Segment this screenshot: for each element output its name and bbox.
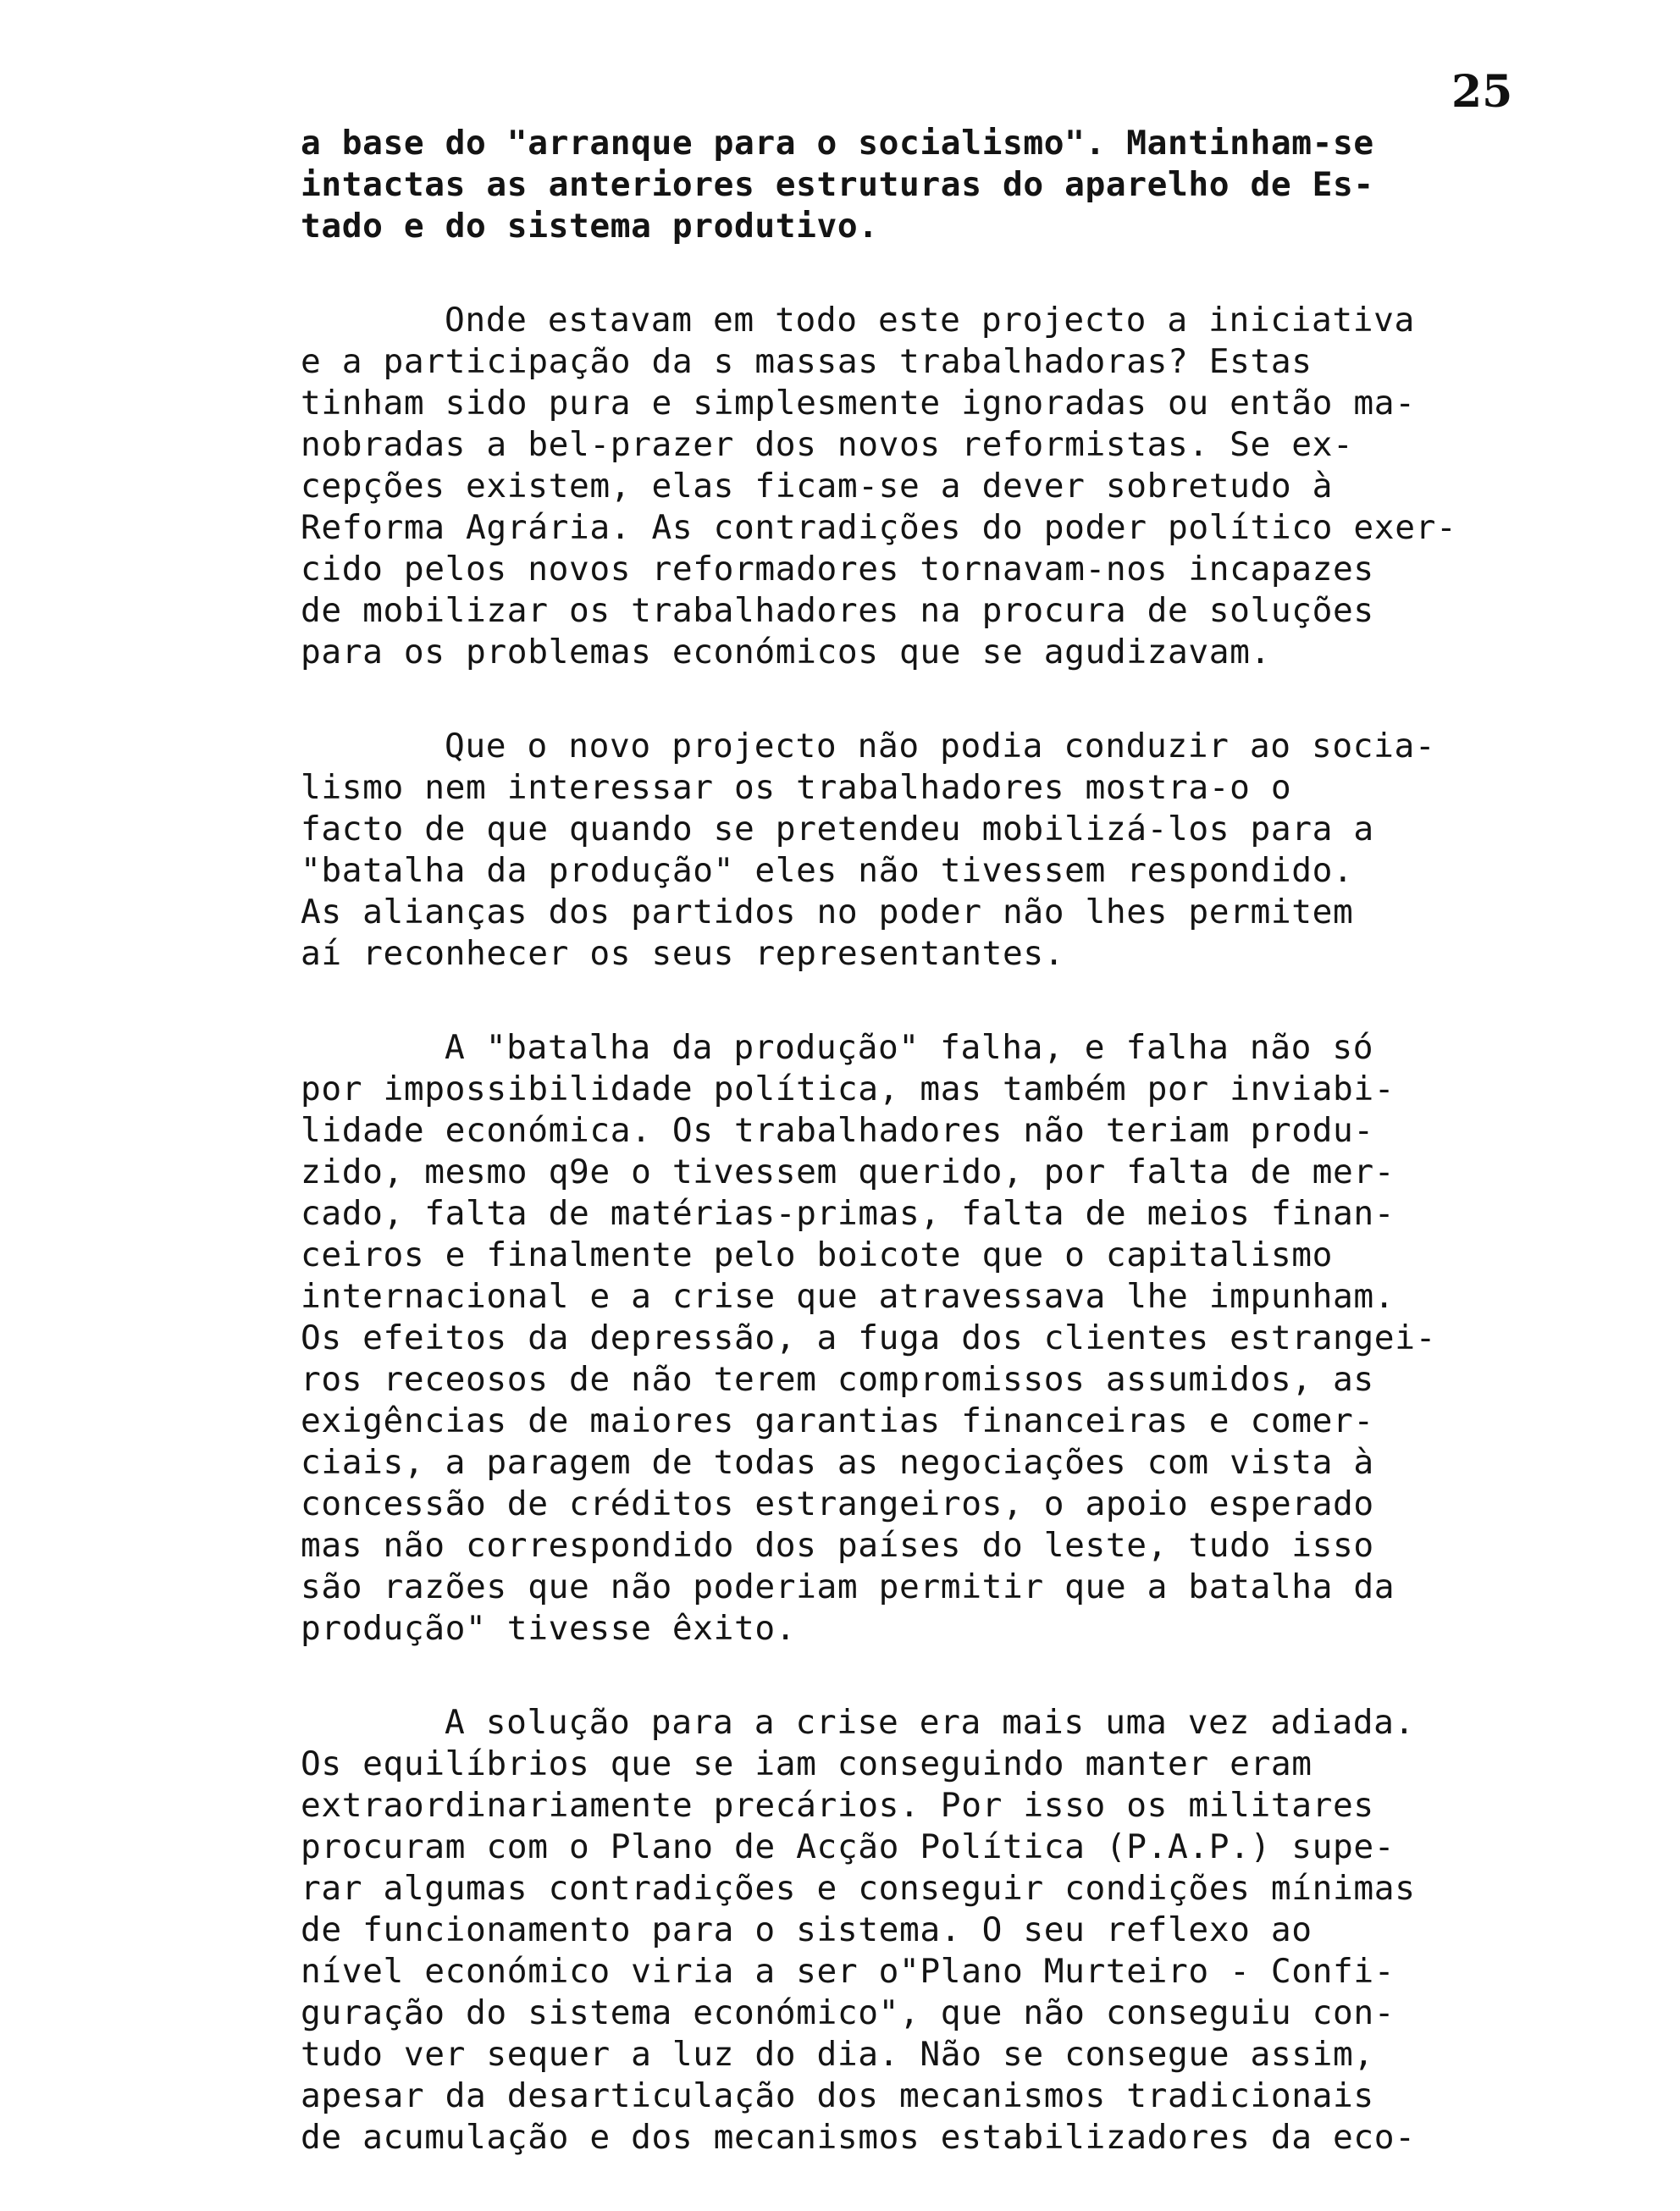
text-line: Os equilíbrios que se iam conseguindo manter eram <box>301 1744 1312 1783</box>
text-line: Onde estavam em todo este projecto a iniciativa <box>445 301 1415 340</box>
text-line: de acumulação e dos mecanismos estabilizadores da eco- <box>301 2118 1416 2157</box>
text-line: de mobilizar os trabalhadores na procura de soluções <box>301 591 1374 630</box>
text-line: lidade económica. Os trabalhadores não teriam produ- <box>301 1111 1374 1150</box>
paragraph-1 <box>301 123 1622 247</box>
text-line: zido, mesmo q9e o tivessem querido, por falta de mer- <box>301 1152 1395 1191</box>
text-line: intactas as anteriores estruturas do aparelho de Es- <box>301 165 1374 204</box>
body-text <box>301 123 1622 2211</box>
text-line: nível económico viria a ser o"Plano Murteiro - Confi- <box>301 1952 1395 1991</box>
text-line: As alianças dos partidos no poder não lhes permitem <box>301 893 1354 931</box>
text-line: nobradas a bel-prazer dos novos reformistas. Se ex- <box>301 425 1354 464</box>
text-line: lismo nem interessar os trabalhadores mostra-o o <box>301 768 1292 807</box>
text-line: cado, falta de matérias-primas, falta de meios finan- <box>301 1194 1395 1233</box>
text-line: A solução para a crise era mais uma vez adiada. <box>445 1703 1415 1742</box>
text-line: a base do "arranque para o socialismo". Mantinham-se <box>301 124 1374 163</box>
page-number: 25 <box>1451 66 1513 118</box>
text-line: internacional e a crise que atravessava lhe impunham. <box>301 1277 1395 1316</box>
text-line: ros receosos de não terem compromissos assumidos, as <box>301 1360 1374 1399</box>
text-line: guração do sistema económico", que não conseguiu con- <box>301 1993 1395 2032</box>
paragraph-3 <box>301 726 1622 975</box>
text-line: Reforma Agrária. As contradições do poder político exer- <box>301 508 1457 547</box>
text-line: exigências de maiores garantias financeiras e comer- <box>301 1401 1374 1440</box>
text-line: facto de que quando se pretendeu mobilizá-los para a <box>301 810 1374 848</box>
text-line: concessão de créditos estrangeiros, o apoio esperado <box>301 1484 1374 1523</box>
text-line: e a participação da s massas trabalhadoras? Estas <box>301 342 1312 381</box>
text-line: tinham sido pura e simplesmente ignoradas ou então ma- <box>301 384 1416 423</box>
text-line: tudo ver sequer a luz do dia. Não se consegue assim, <box>301 2035 1374 2074</box>
text-line: ciais, a paragem de todas as negociações com vista à <box>301 1443 1374 1482</box>
text-line: "batalha da produção" eles não tivessem respondido. <box>301 851 1354 890</box>
text-line: mas não correspondido dos países do leste, tudo isso <box>301 1526 1374 1565</box>
text-line: para os problemas económicos que se agudizavam. <box>301 633 1271 672</box>
text-line: rar algumas contradições e conseguir condições mínimas <box>301 1869 1416 1908</box>
text-line: ceiros e finalmente pelo boicote que o capitalismo <box>301 1235 1334 1274</box>
text-line: por impossibilidade política, mas também por inviabi- <box>301 1070 1395 1108</box>
text-line: aí reconhecer os seus representantes. <box>301 934 1065 973</box>
text-line: cido pelos novos reformadores tornavam-nos incapazes <box>301 550 1374 589</box>
text-line: procuram com o Plano de Acção Política (P.A.P.) supe- <box>301 1827 1395 1866</box>
text-line: produção" tivesse êxito. <box>301 1609 797 1648</box>
text-line: Que o novo projecto não podia conduzir ao socia- <box>445 727 1436 766</box>
text-line: Os efeitos da depressão, a fuga dos clientes estrangei- <box>301 1318 1436 1357</box>
text-line: cepções existem, elas ficam-se a dever sobretudo à <box>301 467 1334 506</box>
text-line: tado e do sistema produtivo. <box>301 207 879 246</box>
text-line: extraordinariamente precários. Por isso os militares <box>301 1786 1374 1825</box>
text-line: apesar da desarticulação dos mecanismos tradicionais <box>301 2076 1374 2115</box>
paragraph-5 <box>301 1702 1622 2158</box>
text-line: são razões que não poderiam permitir que a batalha da <box>301 1567 1395 1606</box>
text-line: de funcionamento para o sistema. O seu reflexo ao <box>301 1910 1312 1949</box>
paragraph-4 <box>301 1027 1622 1650</box>
text-line: A "batalha da produção" falha, e falha não só <box>445 1028 1374 1067</box>
paragraph-2 <box>301 300 1622 673</box>
